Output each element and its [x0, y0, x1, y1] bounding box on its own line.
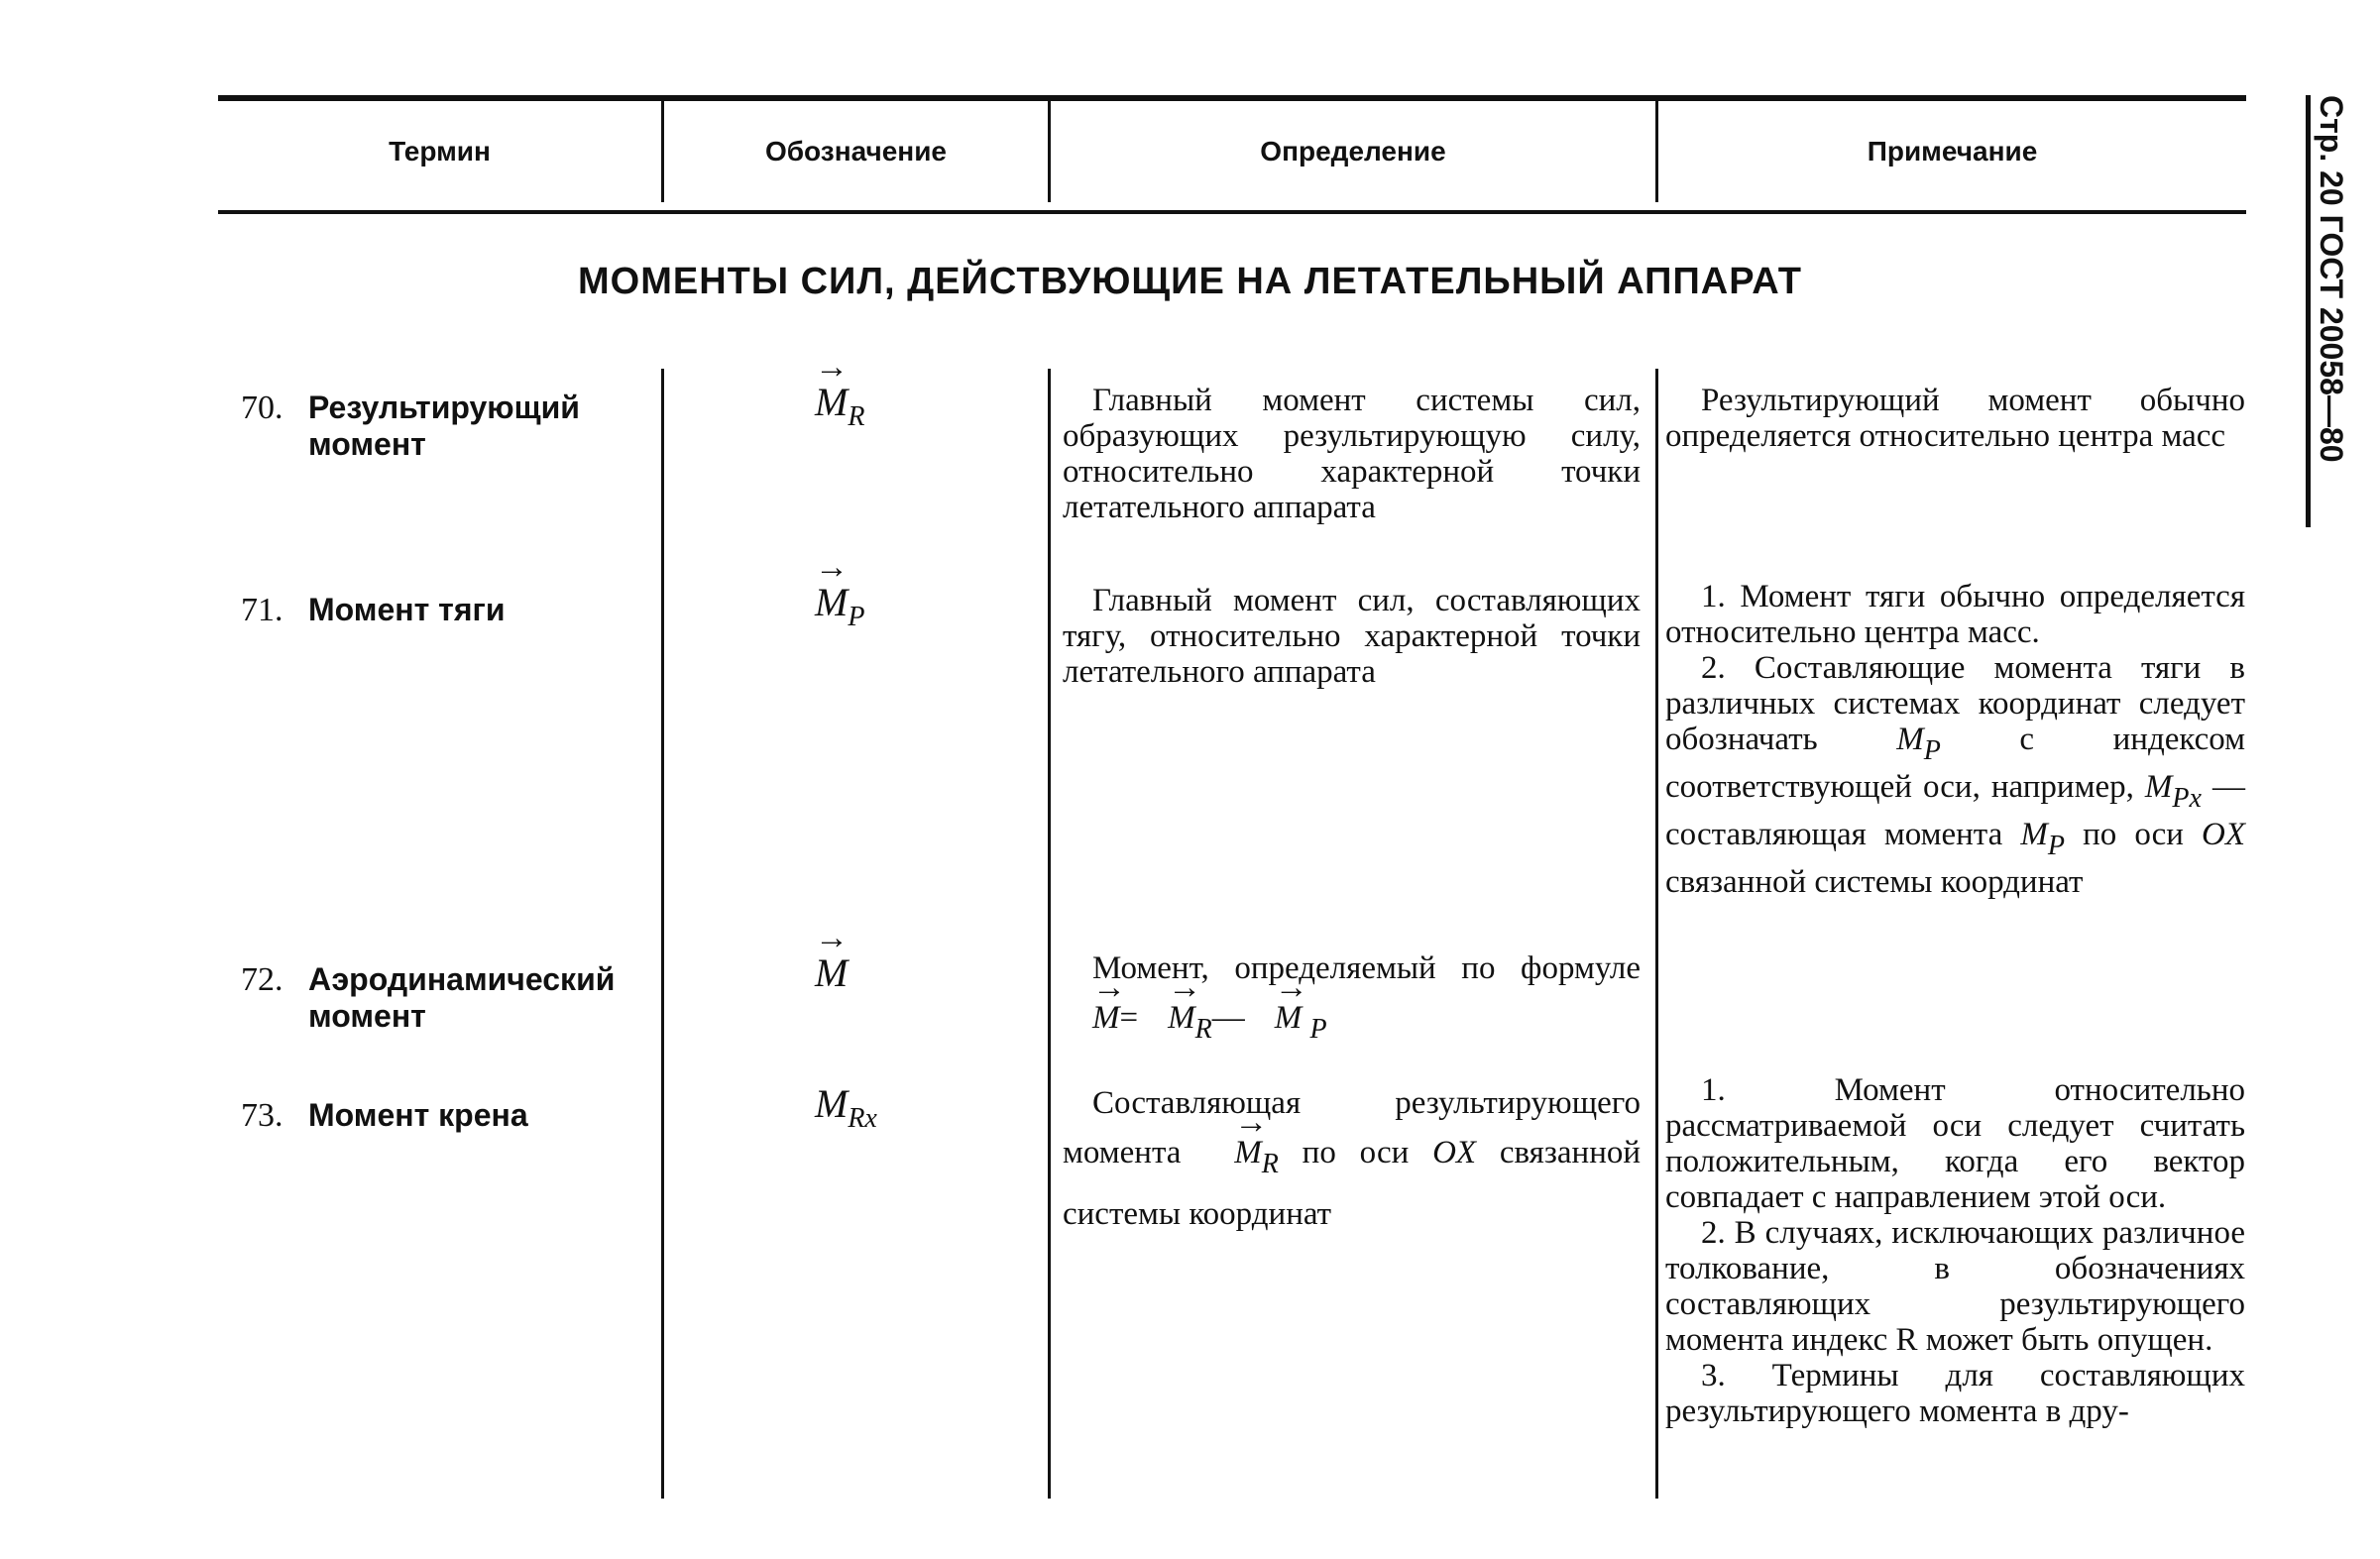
- note-text: Результирующий момент обычно определяется относительно центра масс: [1665, 383, 2245, 454]
- running-head: [2310, 95, 2349, 531]
- vector-symbol: → M: [1204, 1128, 1262, 1177]
- definition-text: Составляющая результирующего момента: [1063, 1085, 1641, 1170]
- header-definition: Определение: [1260, 136, 1446, 167]
- symbol-71: [815, 579, 934, 633]
- note-71: [1665, 579, 2245, 900]
- formula-minus: —: [1211, 1000, 1245, 1036]
- term-73: [241, 1097, 657, 1134]
- header-bottom-rule: [218, 210, 2246, 214]
- body-divider-2: [1048, 369, 1051, 1499]
- body-divider-1: [661, 369, 664, 1499]
- vector-symbol: → M: [1138, 993, 1195, 1043]
- definition-text: Главный момент системы сил, образующих результирующую силу, относительно характерной точки летательного аппарата: [1063, 383, 1641, 525]
- term-number: 72.: [241, 961, 283, 998]
- symbol-72: [815, 949, 934, 996]
- note-text: 2. Составляющие момента тяги в различных системах координат следует обозначать: [1665, 650, 2245, 757]
- definition-text: Момент, определяемый по формуле: [1092, 950, 1641, 986]
- note-text: с индексом соответствующей оси, например,: [1665, 722, 2245, 805]
- note-text: по оси: [2083, 817, 2184, 852]
- term-number: 73.: [241, 1097, 283, 1134]
- running-head-rule: [2306, 95, 2311, 527]
- header-symbol: Обозначение: [764, 136, 948, 167]
- section-title: МОМЕНТЫ СИЛ, ДЕЙСТВУЮЩИЕ НА ЛЕТАТЕЛЬНЫЙ АППАРАТ: [577, 261, 1802, 302]
- moment-symbol: M: [1896, 722, 1924, 757]
- note-73: [1665, 1072, 2245, 1429]
- vector-symbol: → M: [815, 379, 848, 425]
- formula-equals: =: [1119, 1000, 1139, 1036]
- header-term: Термин: [389, 136, 491, 167]
- definition-71: [1063, 583, 1641, 690]
- term-number: 71.: [241, 592, 283, 628]
- note-text: связанной системы координат: [1665, 864, 2084, 900]
- vector-symbol: → M: [1063, 993, 1120, 1043]
- axis-label: OX: [1432, 1135, 1477, 1170]
- note-paragraph-1: 1. Момент относительно рассматриваемой оси следует считать положительным, когда его вектор совпадает с направлением этой оси.: [1665, 1072, 2245, 1215]
- note-70: [1665, 383, 2245, 454]
- term-label: Аэродинамический: [308, 961, 616, 997]
- vector-subscript: R: [1261, 1149, 1279, 1179]
- definition-paragraph: [1063, 944, 1641, 1055]
- moment-symbol: M: [815, 1081, 849, 1126]
- term-label: Момент крена: [308, 1097, 528, 1133]
- definition-text: связанной системы координат: [1063, 1135, 1642, 1232]
- note-paragraph-3: 3. Термины для составляющих результирующего момента в дру-: [1665, 1358, 2245, 1429]
- symbol-subscript: Rx: [848, 1103, 877, 1134]
- definition-72: [1063, 944, 1641, 1055]
- symbol-subscript: P: [848, 602, 865, 632]
- note-paragraph-1: 1. Момент тяги обычно определяется относительно центра масс.: [1665, 579, 2245, 650]
- moment-subscript: Px: [2172, 783, 2202, 814]
- vector-symbol: → M: [1245, 993, 1303, 1043]
- term-71: [241, 592, 657, 628]
- header-note: Примечание: [1867, 136, 2038, 167]
- moment-symbol: M: [2144, 769, 2173, 805]
- vector-symbol: → M: [815, 949, 848, 996]
- moment-subscript: P: [2047, 831, 2065, 861]
- definition-paragraph: [1063, 1078, 1641, 1239]
- vector-symbol: → M: [815, 579, 848, 625]
- symbol-70: [815, 379, 934, 433]
- definition-text: Главный момент сил, составляющих тягу, относительно характерной точки летательного аппарата: [1063, 583, 1641, 690]
- body-divider-3: [1655, 369, 1658, 1499]
- definition-text: по оси: [1302, 1135, 1410, 1170]
- term-70: [241, 390, 657, 462]
- term-number: 70.: [241, 390, 283, 426]
- symbol-subscript: R: [848, 401, 865, 432]
- header-top-rule: [218, 95, 2246, 101]
- note-paragraph-2: [1665, 650, 2245, 900]
- axis-label: OX: [2202, 817, 2246, 852]
- symbol-73: [815, 1080, 934, 1135]
- term-label: Момент тяги: [308, 592, 506, 627]
- term-label: Результирующий: [308, 390, 580, 425]
- term-72: [241, 961, 657, 1034]
- moment-symbol: M: [2020, 817, 2048, 852]
- term-label-cont: момент: [308, 426, 426, 462]
- note-paragraph-2: 2. В случаях, исключающих различное толкование, в обозначениях составляющих результирующего момента индекс R может быть опущен.: [1665, 1215, 2245, 1358]
- moment-subscript: P: [1923, 735, 1941, 766]
- term-label-cont: момент: [308, 998, 426, 1034]
- running-head-text: Стр. 20 ГОСТ 20058—80: [2314, 95, 2349, 463]
- note-text: — составляющая момента: [1665, 769, 2246, 852]
- definition-73: [1063, 1078, 1641, 1239]
- formula-subscript: R: [1194, 1014, 1212, 1045]
- formula-subscript: P: [1309, 1014, 1327, 1045]
- definition-70: [1063, 383, 1641, 525]
